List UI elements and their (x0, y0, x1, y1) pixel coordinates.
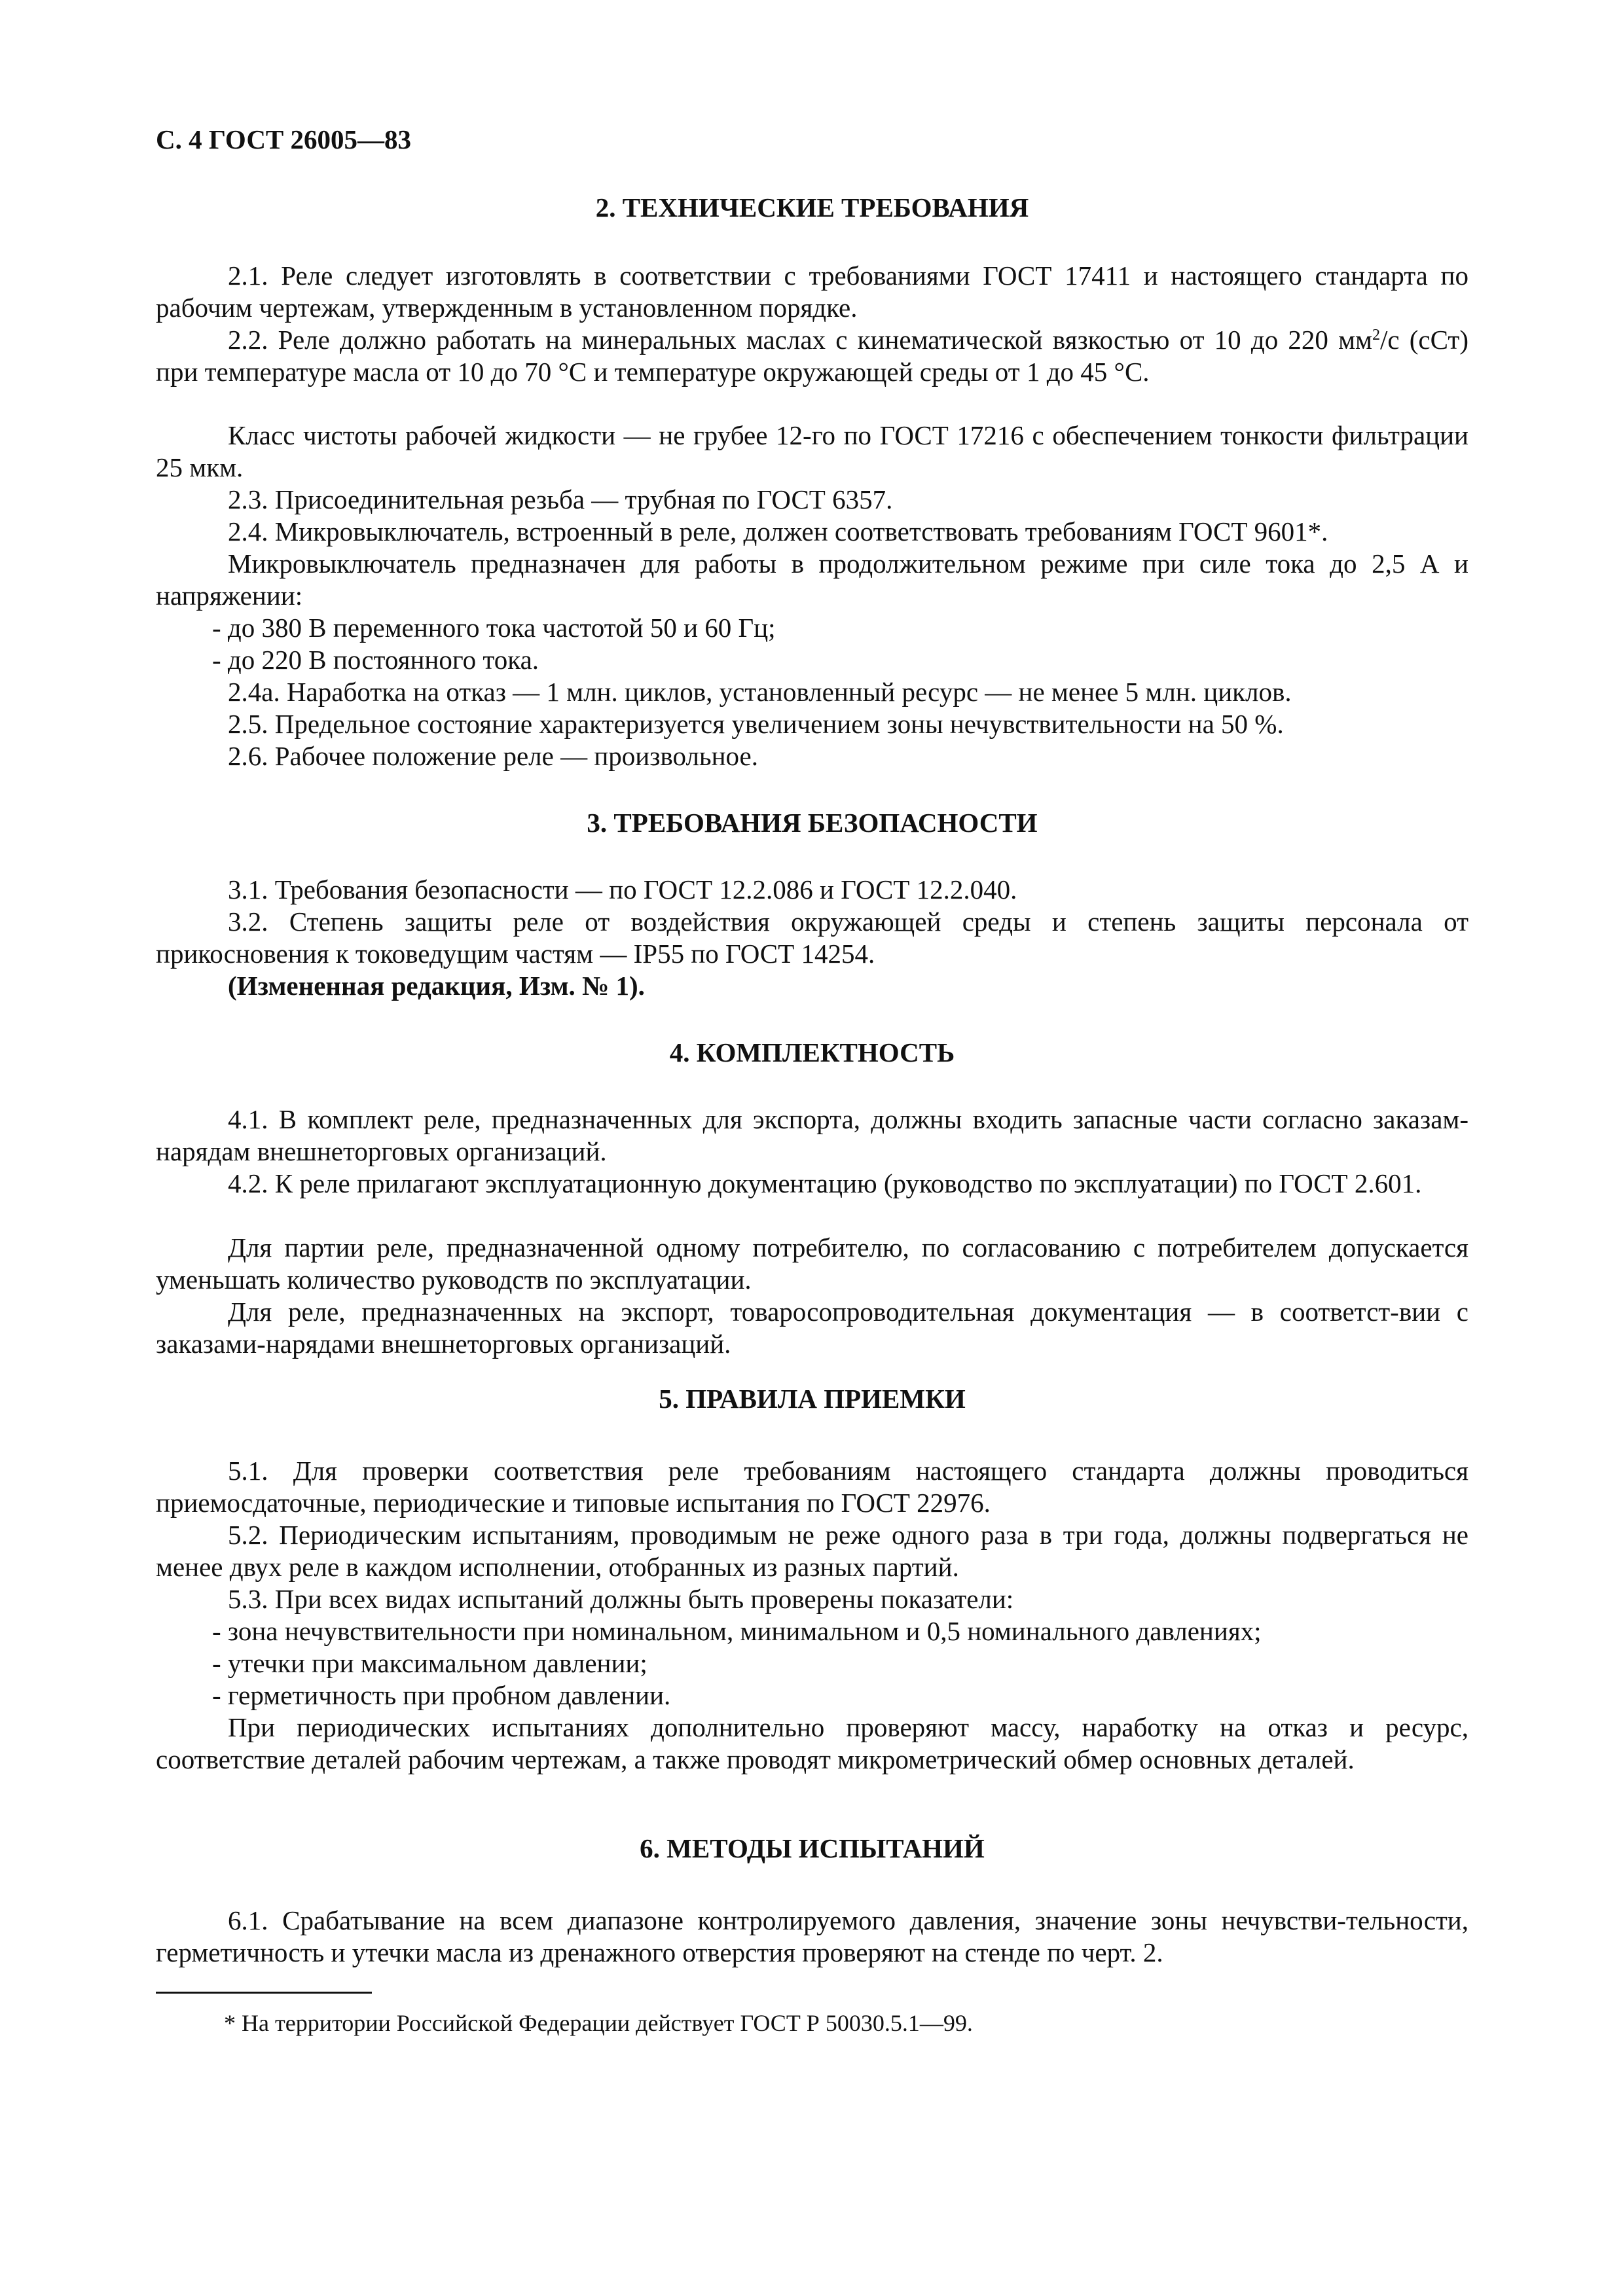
section-heading-acceptance: 5. ПРАВИЛА ПРИЕМКИ (659, 1384, 966, 1414)
paragraph-2-2 (156, 324, 1468, 388)
paragraph-2-4a: 2.4а. Наработка на отказ — 1 млн. циклов, установленный ресурс — не менее 5 млн. циклов. (228, 677, 1292, 707)
footnote: * На территории Российской Федерации действует ГОСТ Р 50030.5.1—99. (224, 2010, 973, 2036)
paragraph-2-4: 2.4. Микровыключатель, встроенный в реле, должен соответствовать требованиям ГОСТ 9601*. (228, 516, 1328, 547)
paragraph-2-2-text-start: 2.2. Реле должно работать на минеральных маслах с кинематической вязкостью от 10 до 220 мм (228, 325, 1372, 355)
list-item: - до 380 В переменного тока частотой 50 и 60 Гц; (212, 613, 776, 643)
paragraph-5-2: 5.2. Периодическим испытаниям, проводимым не реже одного раза в три года, должны подвергаться не менее двух реле в каждом исполнении, отобранных из разных партий. (156, 1520, 1468, 1582)
paragraph-5-3: 5.3. При всех видах испытаний должны быть проверены показатели: (228, 1584, 1014, 1614)
section-heading-technical-requirements: 2. ТЕХНИЧЕСКИЕ ТРЕБОВАНИЯ (595, 192, 1029, 223)
paragraph-3-1: 3.1. Требования безопасности — по ГОСТ 12.2.086 и ГОСТ 12.2.040. (228, 874, 1017, 905)
section-heading-test-methods: 6. МЕТОДЫ ИСПЫТАНИЙ (640, 1833, 985, 1863)
paragraph-5-1: 5.1. Для проверки соответствия реле требованиям настоящего стандарта должны проводиться приемосдаточные, периодические и типовые испытания по ГОСТ 22976. (156, 1456, 1468, 1518)
amendment-note: (Измененная редакция, Изм. № 1). (228, 971, 645, 1001)
paragraph-microswitch: Микровыключатель предназначен для работы в продолжительном режиме при силе тока до 2,5 А и напряжении: (156, 548, 1468, 611)
list-item: - герметичность при пробном давлении. (212, 1680, 671, 1710)
page-header: С. 4 ГОСТ 26005—83 (156, 124, 412, 154)
footnote-divider (156, 1992, 372, 1994)
list-item: - зона нечувствительности при номинальном, минимальном и 0,5 номинального давлениях; (212, 1616, 1262, 1646)
document-page (156, 0, 1468, 2296)
paragraph-2-1: 2.1. Реле следует изготовлять в соответствии с требованиями ГОСТ 17411 и настоящего стандарта по рабочим чертежам, утвержденным в установленном порядке. (156, 260, 1468, 323)
paragraph-3-2: 3.2. Степень защиты реле от воздействия окружающей среды и степень защиты персонала от прикосновения к токоведущим частям — IP55 по ГОСТ 14254. (156, 906, 1468, 969)
paragraph-6-1: 6.1. Срабатывание на всем диапазоне контролируемого давления, значение зоны нечувстви-тельности, герметичность и утечки масла из дренажного отверстия проверяют на стенде по черт. 2. (156, 1905, 1468, 1967)
paragraph-2-6: 2.6. Рабочее положение реле — произвольное. (228, 741, 758, 771)
paragraph-periodic: При периодических испытаниях дополнительно проверяют массу, наработку на отказ и ресурс, соответствие деталей рабочим чертежам, а также проводят микрометрический обмер основных деталей. (156, 1712, 1468, 1774)
paragraph-2-3: 2.3. Присоединительная резьба — трубная по ГОСТ 6357. (228, 484, 893, 514)
paragraph-export: Для реле, предназначенных на экспорт, товаросопроводительная документация — в соответст-вии с заказами-нарядами внешнеторговых организаций. (156, 1297, 1468, 1359)
paragraph-2-2-text-end: /с (сСт) при температуре масла от 10 до 70 °С и температуре окружающей среды от 1 до 45 °С. (156, 325, 1468, 387)
section-heading-completeness: 4. КОМПЛЕКТНОСТЬ (669, 1037, 955, 1067)
section-heading-safety: 3. ТРЕБОВАНИЯ БЕЗОПАСНОСТИ (587, 808, 1038, 838)
list-item: - до 220 В постоянного тока. (212, 645, 539, 675)
list-item: - утечки при максимальном давлении; (212, 1648, 647, 1678)
paragraph-4-1: 4.1. В комплект реле, предназначенных для экспорта, должны входить запасные части согласно заказам-нарядам внешнеторговых организаций. (156, 1104, 1468, 1166)
superscript: 2 (1372, 327, 1380, 344)
paragraph-purity-class: Класс чистоты рабочей жидкости — не грубее 12-го по ГОСТ 17216 с обеспечением тонкости фильтрации 25 мкм. (156, 420, 1468, 482)
paragraph-4-2: 4.2. К реле прилагают эксплуатационную документацию (руководство по эксплуатации) по ГОСТ 2.601. (228, 1168, 1422, 1198)
paragraph-2-5: 2.5. Предельное состояние характеризуется увеличением зоны нечувствительности на 50 %. (228, 709, 1284, 739)
paragraph-batch: Для партии реле, предназначенной одному потребителю, по согласованию с потребителем допускается уменьшать количество руководств по эксплуатации. (156, 1232, 1468, 1295)
